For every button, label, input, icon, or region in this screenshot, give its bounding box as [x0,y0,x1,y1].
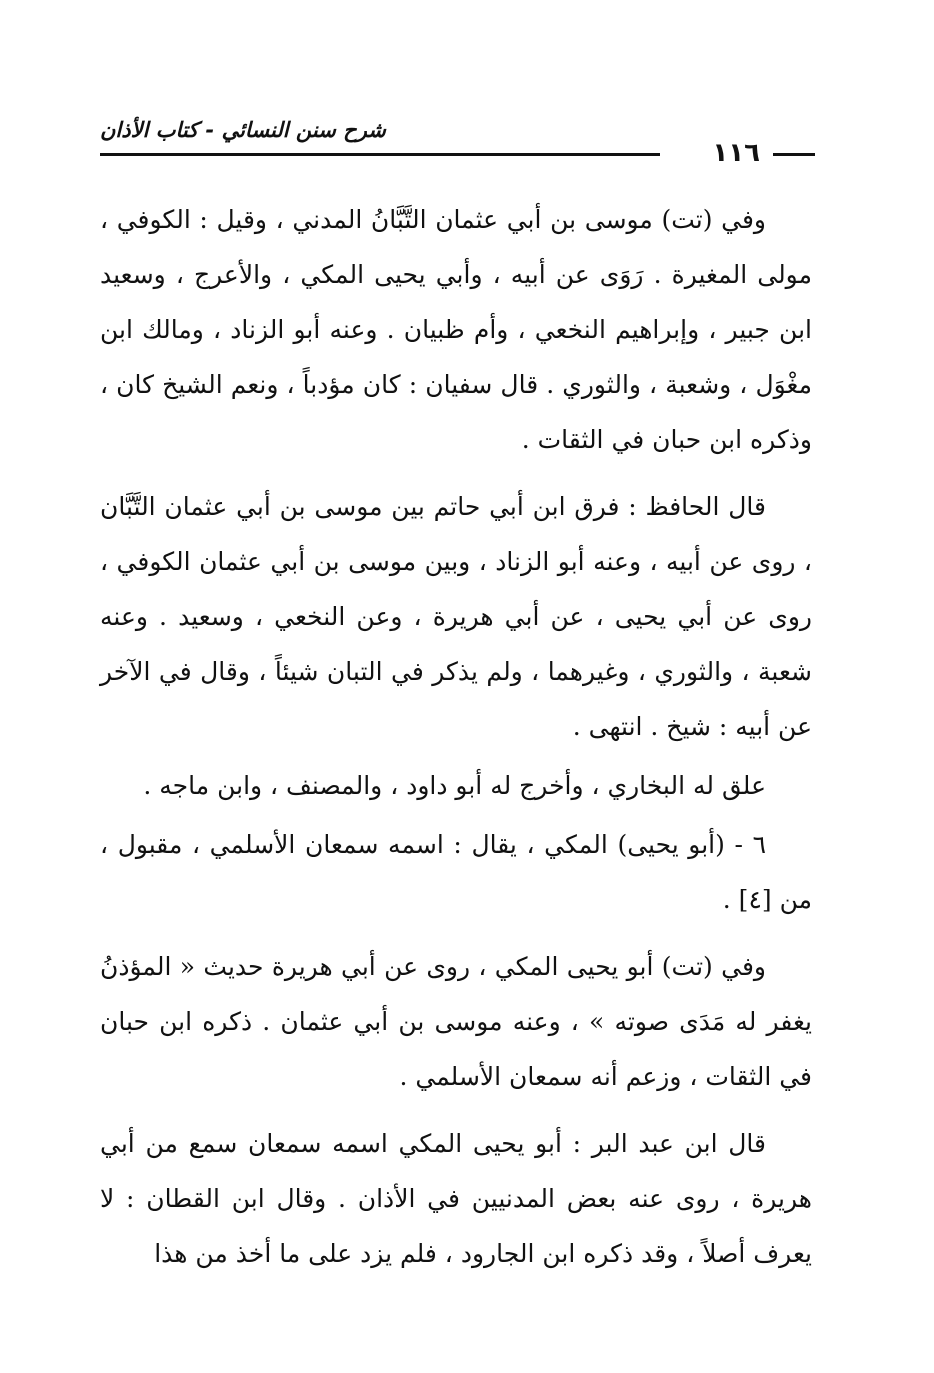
header-rule [100,153,660,156]
paragraph-al-hafiz: قال الحافظ : فرق ابن أبي حاتم بين موسى بن أبي عثمان التَّبَّان ، روى عن أبيه ، وعنه أبو الزناد ، وبين موسى بن أبي عثمان الكوفي ، روى عن أبي يحيى ، عن أبي هريرة ، وعن النخعي ، وسعيد . وعنه شعبة ، والثوري ، وغيرهما ، ولم يذكر في التبان شيئاً ، وقال في الآخر عن أبيه : شيخ . انتهى . [100,492,812,741]
body-text [100,192,812,1281]
paragraph-abu-yahya: وفي (تت) أبو يحيى المكي ، روى عن أبي هريرة حديث « المؤذنُ يغفر له مَدَى صوته » ، وعنه موسى بن أبي عثمان . ذكره ابن حبان في الثقات ، وزعم أنه سمعان الأسلمي . [100,952,812,1091]
paragraph-narrator-6: ٦ - (أبو يحيى) المكي ، يقال : اسمه سمعان الأسلمي ، مقبول ، من [٤] . [100,830,812,914]
paragraph-musa-ibn-abi-uthman: وفي (تت) موسى بن أبي عثمان التَّبَّانُ المدني ، وقيل : الكوفي ، مولى المغيرة . رَوَى عن أبيه ، وأبي يحيى المكي ، والأعرج ، وسعيد ابن جبير ، وإبراهيم النخعي ، وأم ظبيان . وعنه أبو الزناد ، ومالك ابن مغْوَل ، وشعبة ، والثوري . قال سفيان : كان مؤدباً ، ونعم الشيخ كان ، وذكره ابن حبان في الثقات . [100,205,812,454]
paragraph-ibn-abd-al-barr: قال ابن عبد البر : أبو يحيى المكي اسمه سمعان سمع من أبي هريرة ، روى عنه بعض المدنيين في الأذان . وقال ابن القطان : لا يعرف أصلاً ، وقد ذكره ابن الجارود ، فلم يزد على ما أخذ من هذا [100,1129,812,1268]
paragraph-takhrij: علق له البخاري ، وأخرج له أبو داود ، والمصنف ، وابن ماجه . [143,771,766,800]
page-header [100,118,815,178]
running-title: شرح سنن النسائي - كتاب الأذان [100,118,386,142]
page-number: ١١٦ [712,138,760,168]
page-number-dash [773,153,815,156]
